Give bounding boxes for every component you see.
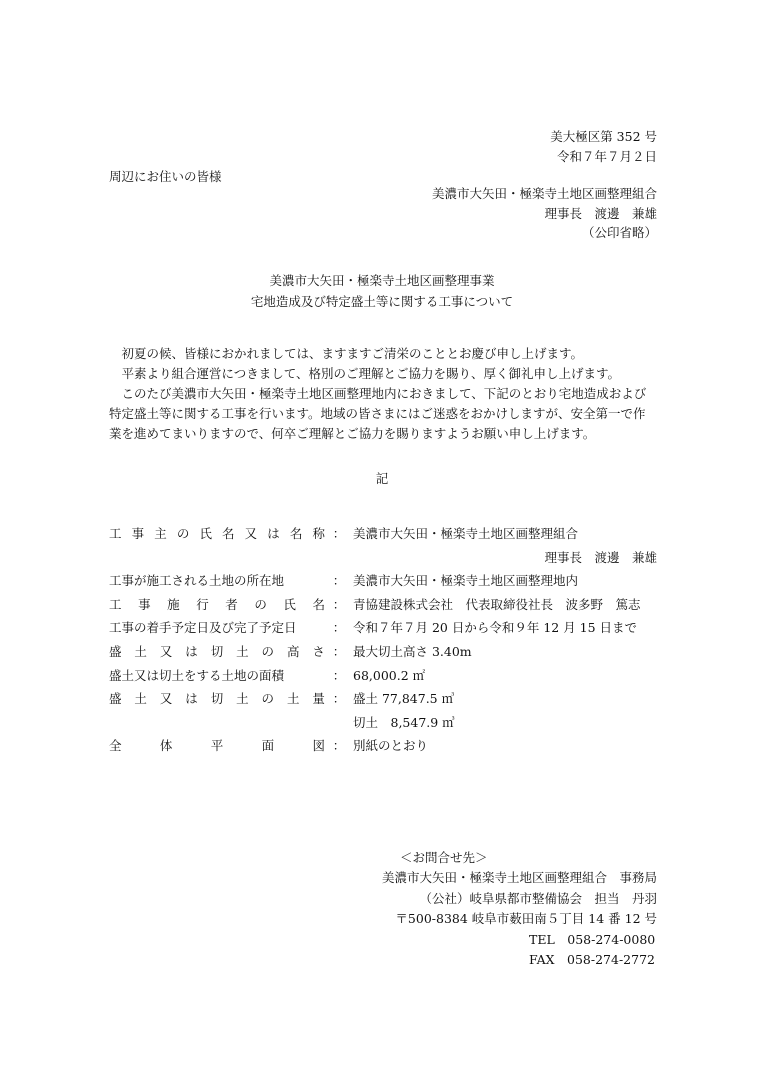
details-table [109, 528, 657, 764]
label-char: 全 [109, 738, 122, 754]
detail-colon: ： [332, 620, 346, 636]
title-line-2: 宅地造成及び特定盛土等に関する工事について [250, 294, 514, 309]
detail-value: 別紙のとおり [353, 738, 429, 754]
label-char: 図 [312, 738, 325, 754]
body-paragraph: 初夏の候、皆様におかれましては、ますますご清栄のこととお慶び申し上げます。 [121, 346, 584, 361]
label-char: 土 [134, 643, 147, 659]
ki-heading: 記 [375, 471, 389, 486]
detail-row [109, 714, 657, 741]
label-char: 行 [196, 596, 209, 612]
contact-address: 〒500-8384 岐阜市薮田南５丁目 14 番 12 号 [395, 911, 657, 927]
label-char: の [261, 691, 275, 707]
label-char: は [267, 526, 280, 541]
detail-value: 最大切土高さ 3.40m [353, 643, 472, 659]
detail-row [109, 549, 657, 576]
label-char: 氏 [199, 526, 212, 541]
detail-row [109, 693, 657, 717]
label-char: 土 [286, 691, 300, 707]
label-char: 盛 [109, 691, 122, 707]
label-char: の [176, 526, 190, 541]
detail-colon: ： [332, 691, 346, 707]
detail-value: 美濃市大矢田・極楽寺土地区画整理組合 [353, 526, 579, 541]
label-char: 高 [286, 643, 300, 659]
detail-colon: ： [332, 526, 346, 541]
label-char: 工 [109, 596, 122, 612]
detail-row [109, 528, 657, 552]
contact-organization: 美濃市大矢田・極楽寺土地区画整理組合 事務局 [381, 870, 657, 886]
label-char: 主 [154, 526, 167, 541]
label-char: 面 [261, 738, 275, 754]
contact-agent: （公社）岐阜県都市整備協会 担当 丹羽 [419, 890, 657, 906]
label-char: の [254, 596, 267, 612]
label-char: 事 [138, 596, 151, 612]
label-char: 土 [236, 691, 249, 707]
detail-colon: ： [332, 596, 346, 612]
label-char: 切 [210, 643, 224, 659]
label-char: 体 [159, 738, 173, 754]
detail-label [109, 740, 325, 753]
label-char: 盛 [109, 643, 122, 659]
label-char: 又 [159, 691, 173, 707]
detail-row [109, 596, 657, 623]
detail-row [109, 575, 657, 599]
label-char: 氏 [283, 596, 296, 612]
detail-label: 工事の着手予定日及び完了予定日 [109, 620, 297, 636]
label-char: 名 [222, 526, 235, 541]
detail-colon: ： [332, 573, 346, 589]
detail-colon: ： [332, 643, 346, 659]
label-char: 土 [236, 643, 249, 659]
label-char: 平 [210, 738, 224, 754]
label-char: 切 [210, 691, 224, 707]
label-char: 称 [312, 526, 325, 541]
label-char: さ [312, 643, 325, 659]
contact-tel: TEL 058-274-0080 [528, 931, 656, 947]
body-paragraph: このたび美濃市大矢田・極楽寺土地区画整理地内におきまして、下記のとおり宅地造成および特定盛土等に関する工事を行います。地域の皆さまにはご迷惑をおかけしますが、安全第一で作業を進めてまいりますので、何卒ご理解とご協力を賜りますようお願い申し上げます。 [109, 386, 647, 441]
detail-label: 盛土又は切土をする土地の面積 [109, 667, 285, 683]
document-number: 美大極区第 352 号 [550, 129, 657, 144]
detail-row [109, 740, 657, 764]
detail-value: 盛土 77,847.5 ㎥ [353, 691, 455, 707]
contact-heading: ＜お問合せ先＞ [399, 850, 488, 865]
label-char: の [261, 643, 275, 659]
detail-value: 理事長 渡邊 兼雄 [544, 549, 657, 565]
label-char: 者 [225, 596, 238, 612]
recipient: 周辺にお住いの皆様 [109, 169, 222, 184]
sender-chair: 理事長 渡邊 兼雄 [544, 206, 657, 221]
label-char: 名 [312, 596, 325, 612]
label-char: 又 [244, 526, 258, 541]
label-char: 量 [312, 691, 325, 707]
label-char: は [185, 691, 198, 707]
label-char: 土 [134, 691, 147, 707]
label-char: 施 [167, 596, 180, 612]
detail-label [109, 596, 325, 612]
seal-note: （公印省略） [581, 225, 657, 240]
contact-block [382, 848, 657, 970]
detail-colon: ： [332, 738, 346, 754]
body-text [109, 344, 657, 444]
sender-organization: 美濃市大矢田・極楽寺土地区画整理組合 [431, 186, 657, 201]
label-char: 工 [109, 526, 122, 541]
detail-value: 美濃市大矢田・極楽寺土地区画整理地内 [353, 573, 579, 589]
label-char: 事 [131, 526, 145, 541]
detail-label [109, 528, 325, 541]
detail-row [109, 622, 657, 646]
label-char: は [185, 643, 198, 659]
contact-fax: FAX 058-274-2772 [528, 952, 655, 968]
detail-label [109, 643, 325, 659]
detail-value: 切土 8,547.9 ㎥ [353, 714, 455, 730]
detail-colon: ： [332, 667, 346, 683]
detail-label: 工事が施工される土地の所在地 [109, 573, 285, 589]
detail-value: 青協建設株式会社 代表取締役社長 波多野 篤志 [353, 596, 641, 612]
detail-label [109, 693, 325, 706]
detail-row [109, 667, 657, 694]
label-char: 又 [159, 643, 173, 659]
document-date: 令和７年７月２日 [556, 149, 657, 164]
title-line-1: 美濃市大矢田・極楽寺土地区画整理事業 [269, 273, 495, 288]
detail-value: 令和７年７月 20 日から令和９年 12 月 15 日まで [353, 620, 638, 636]
label-char: 名 [289, 526, 303, 541]
detail-row [109, 643, 657, 670]
detail-value: 68,000.2 ㎡ [353, 667, 426, 683]
body-paragraph: 平素より組合運営につきまして、格別のご理解とご協力を賜り、厚く御礼申し上げます。 [121, 366, 621, 381]
